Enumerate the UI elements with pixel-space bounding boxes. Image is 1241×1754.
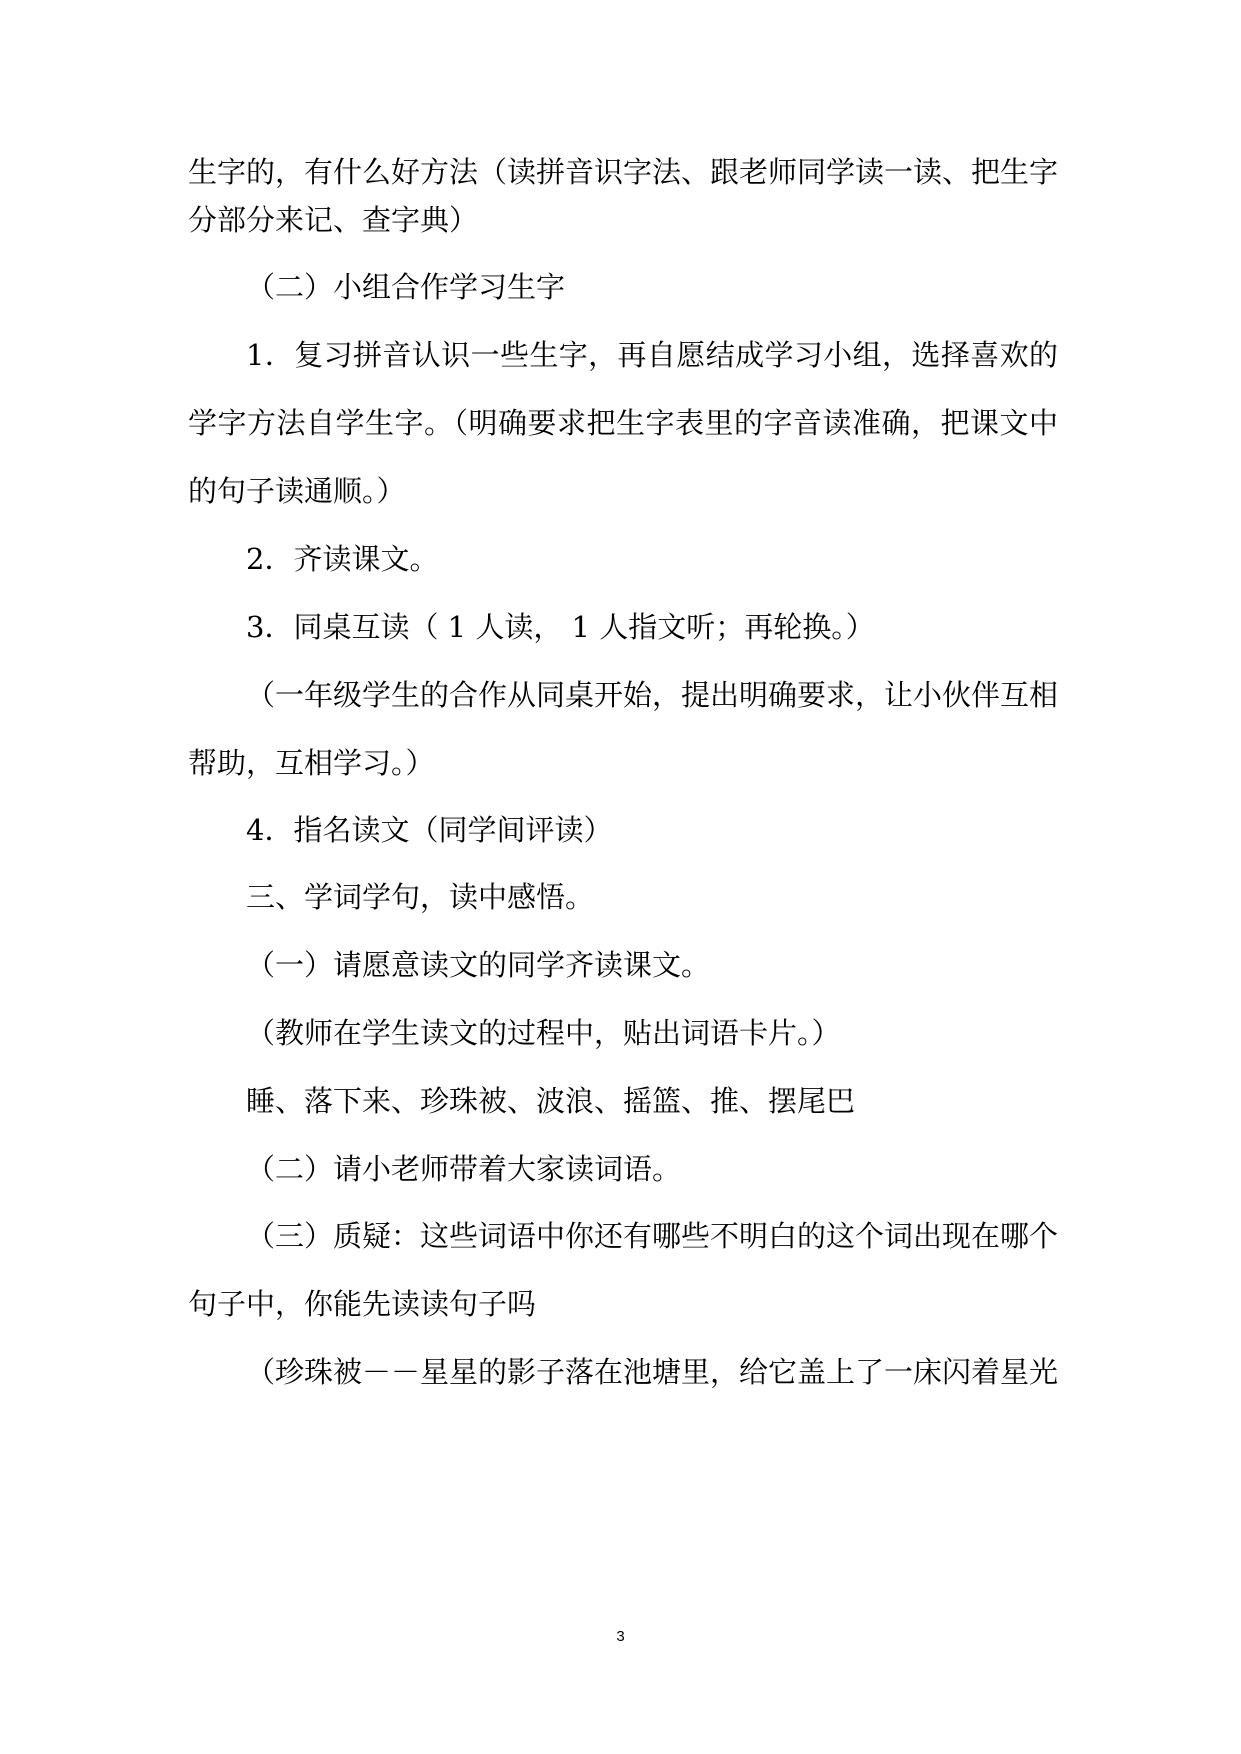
subsection-1: （一）请愿意读文的同学齐读课文。 [246, 948, 711, 982]
section-heading-3: 三、学词学句，读中感悟。 [246, 880, 595, 914]
note-line-1: （一年级学生的合作从同桌开始，提出明确要求，让小伙伴互相 [246, 678, 1059, 712]
list-item-4: 4．指名读文（同学间评读） [246, 813, 613, 847]
list-item-2: 2．齐读课文。 [246, 542, 439, 576]
note-teacher-cards: （教师在学生读文的过程中，贴出词语卡片。） [246, 1016, 841, 1050]
paragraph-line-1: 生字的，有什么好方法（读拼音识字法、跟老师同学读一读、把生字 [188, 155, 1059, 189]
list-item-1-line-2: 学字方法自学生字。（明确要求把生字表里的字音读准确，把课文中 [188, 406, 1058, 440]
paragraph-line-2: 分部分来记、查字典） [188, 203, 479, 237]
page-number: 3 [616, 1628, 625, 1645]
list-item-1-line-3: 的句子读通顺。） [188, 474, 406, 508]
subsection-3-line-1: （三）质疑：这些词语中你还有哪些不明白的这个词出现在哪个 [246, 1219, 1059, 1253]
note-line-2: 帮助，互相学习。） [188, 746, 435, 780]
word-list: 睡、落下来、珍珠被、波浪、摇篮、推、摆尾巴 [246, 1084, 856, 1118]
section-heading-2: （二）小组合作学习生字 [246, 270, 566, 304]
list-item-3: 3．同桌互读（ 1 人读， 1 人指文听；再轮换。） [246, 610, 875, 644]
example-line-1: （珍珠被－－星星的影子落在池塘里，给它盖上了一床闪着星光 [246, 1355, 1059, 1389]
subsection-2: （二）请小老师带着大家读词语。 [246, 1152, 682, 1186]
list-item-1-line-1: 1．复习拼音认识一些生字，再自愿结成学习小组，选择喜欢的 [246, 338, 1058, 372]
subsection-3-line-2: 句子中，你能先读读句子吗 [188, 1287, 537, 1321]
